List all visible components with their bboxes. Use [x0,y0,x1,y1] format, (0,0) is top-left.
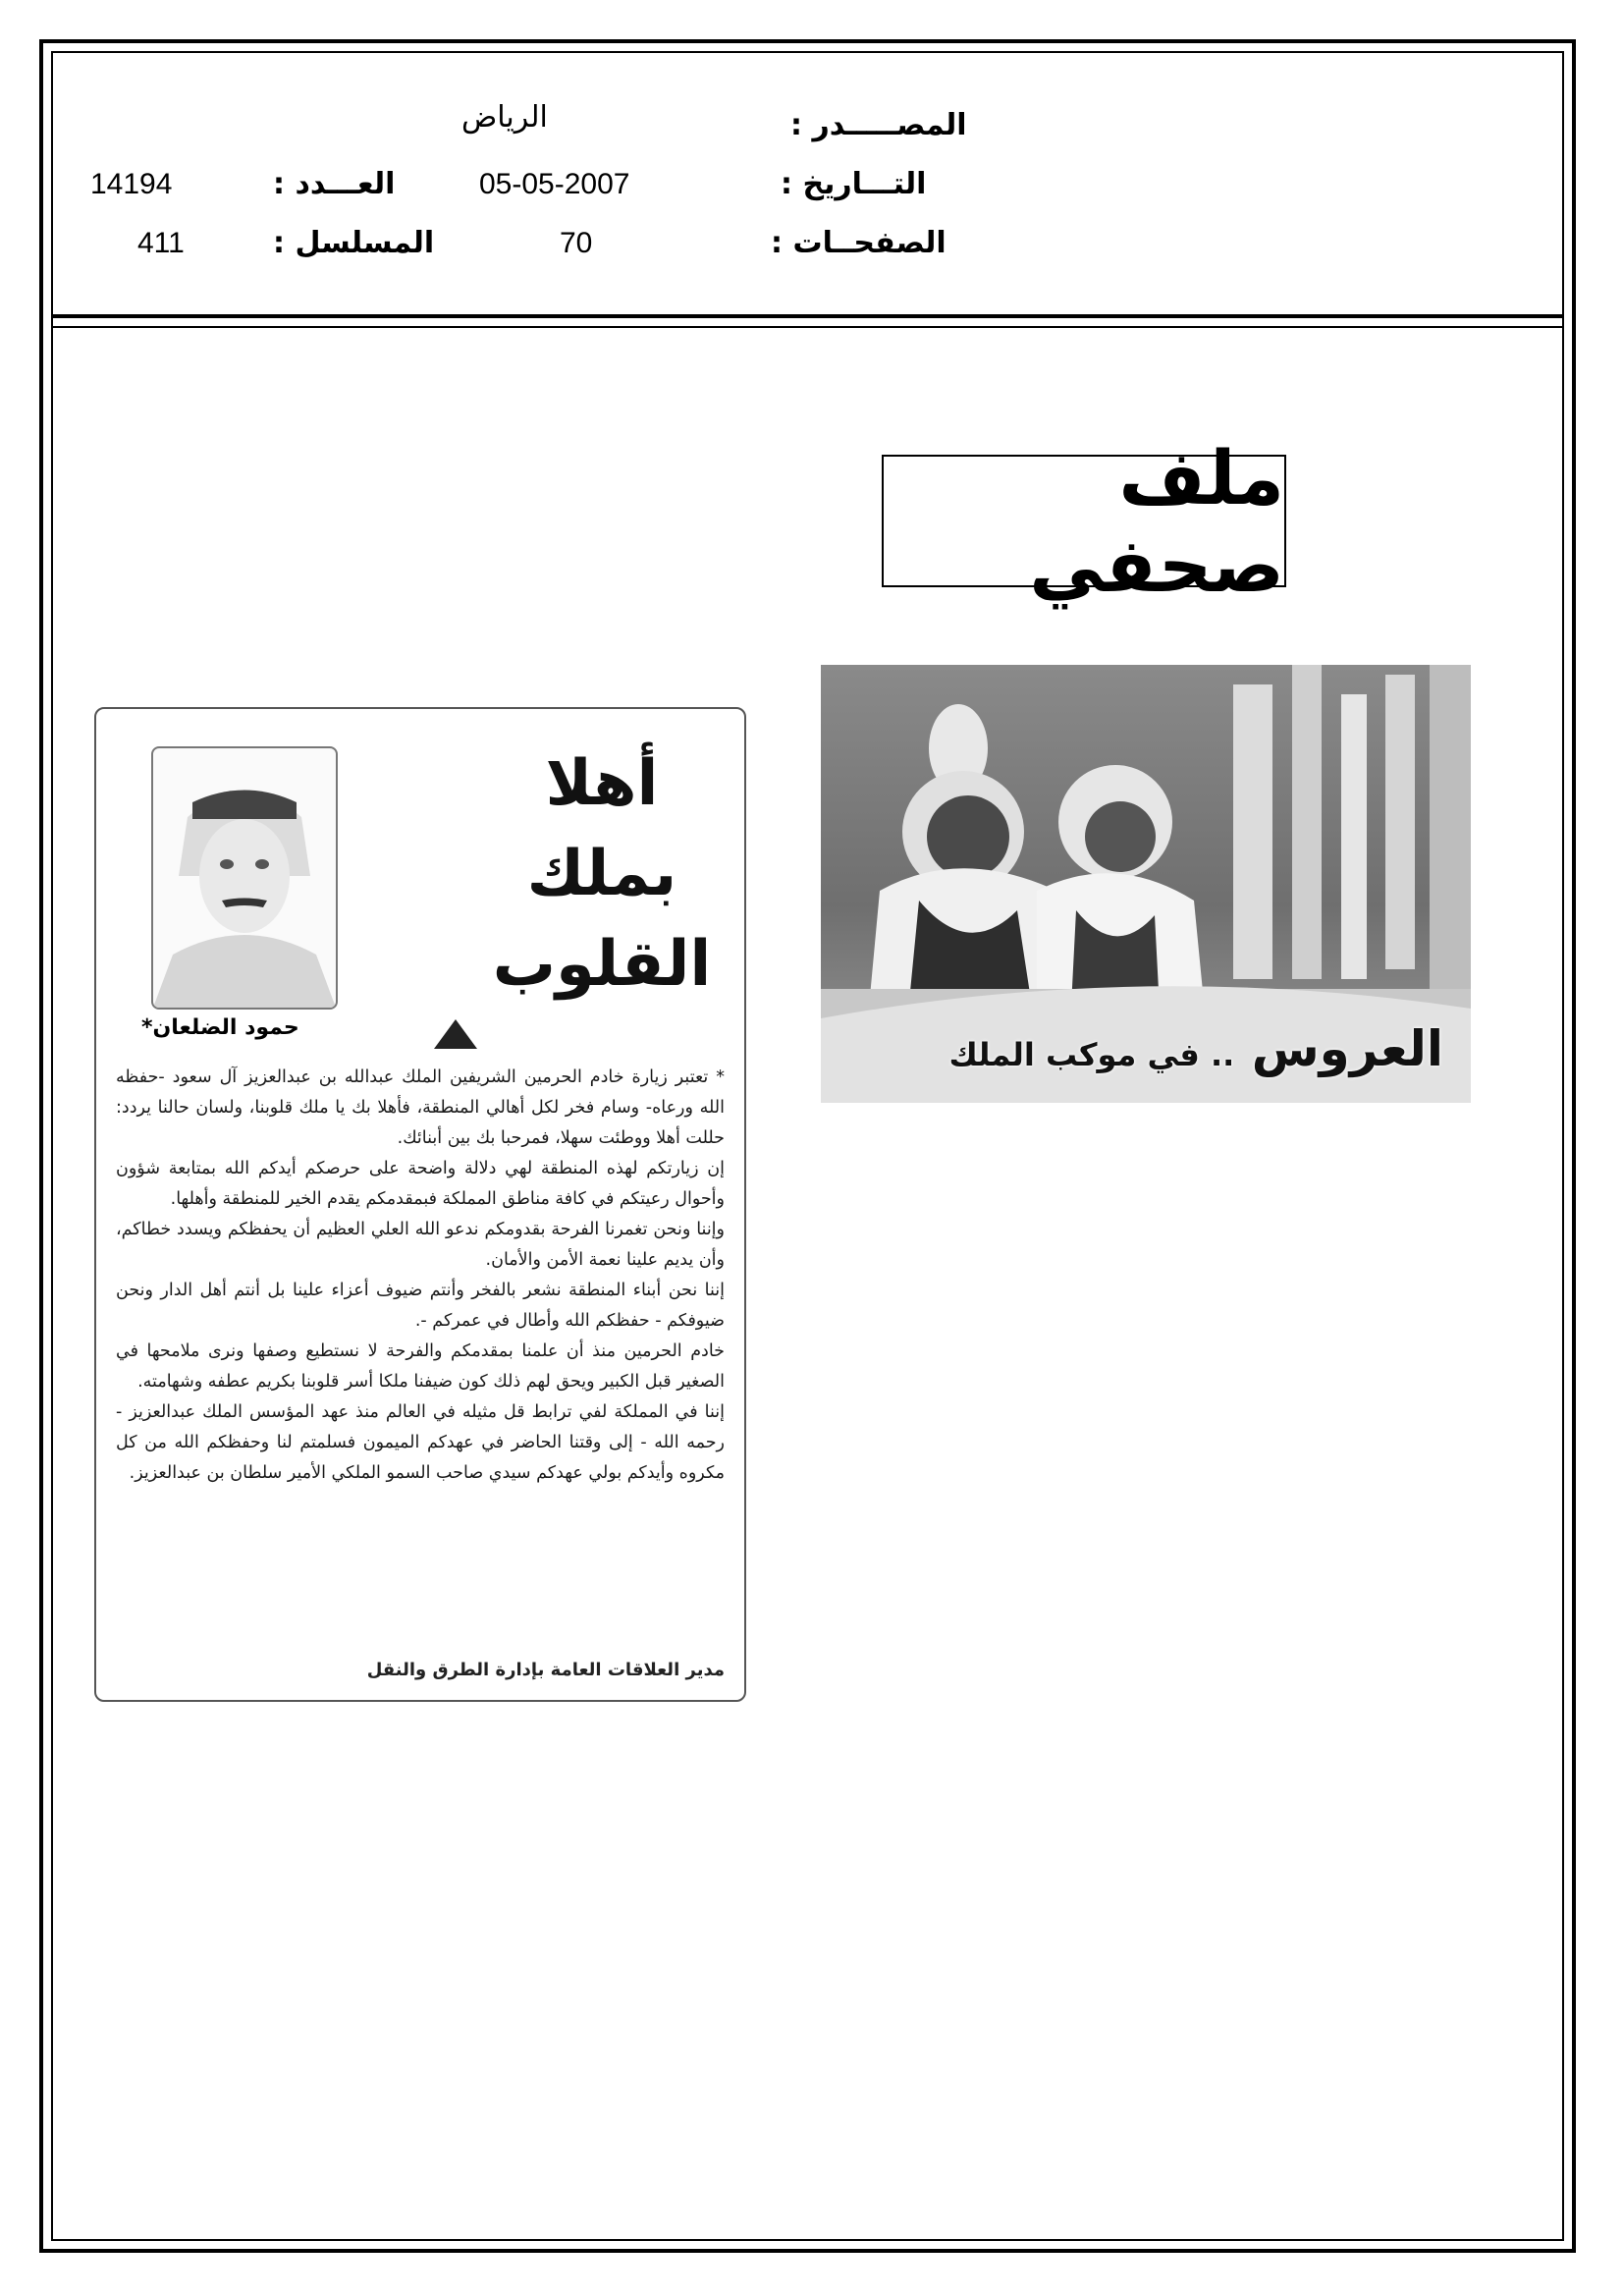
article-paragraph-4: إننا نحن أبناء المنطقة نشعر بالفخر وأنتم ضيوف أعزاء علينا بل أنتم أهل الدار ونحن ضيوفكم - حفظكم الله وأطال في عمركم -. [116,1281,725,1331]
headline-line-2: بملك [526,838,677,910]
article-paragraph-1: * تعتبر زيارة خادم الحرمين الشريفين الملك عبدالله بن عبدالعزيز آل سعود -حفظه الله ورعاه- وسام فخر لكل أهالي المنطقة، فأهلا بك يا ملك قلوبنا، ولسان حالنا يردد: حللت أهلا ووطئت سهلا، فمرحبا بك بين أبنائك. [116,1067,725,1148]
article-headline [489,738,715,1010]
serial-value: 411 [137,227,185,259]
photo-caption-main: العروس [1251,1020,1443,1077]
author-name: حمود الضلعان* [141,1015,299,1040]
headline-line-3: القلوب [492,928,712,1001]
pages-label: الصفحــات : [771,226,947,260]
author-portrait [151,746,338,1010]
pages-value: 70 [560,227,593,259]
article-paragraph-6: إننا في المملكة لفي ترابط قل مثيله في العالم منذ عهد المؤسس الملك عبدالعزيز - رحمه الله - إلى وقتنا الحاضر في عهدكم الميمون فسلمتم لنا وحفظكم الله من كل مكروه وأيدكم بولي عهدكم سيدي صاحب السمو الملكي الأمير سلطان بن عبدالعزيز. [116,1402,725,1483]
article-clipping [94,707,746,1702]
article-signature: مدير العلاقات العامة بإدارة الطرق والنقل [366,1660,725,1680]
article-paragraph-5: خادم الحرمين منذ أن علمنا بمقدمكم والفرحة لا نستطيع وصفها ونرى ملامحها في الصغير قبل الكبير ويحق لهم ذلك كون ضيفنا ملكا أسر قلوبنا بكريم عطفه وشهامته. [116,1341,725,1392]
header-divider-thin [51,326,1564,328]
author-portrait-image [153,748,336,1008]
source-label: المصـــــدر : [790,108,967,142]
article-paragraph-3: وإننا ونحن تغمرنا الفرحة بقدومكم ندعو الله العلي العظيم أن يحفظكم ويسدد خطاكم، وأن يديم علينا نعمة الأمن والأمان. [116,1220,725,1270]
author-byline [141,1015,485,1051]
source-value: الرياض [461,100,548,135]
article-body [116,1063,725,1489]
news-photo [821,665,1471,1103]
issue-label: العـــدد : [273,167,396,201]
press-file-stamp [882,433,1286,609]
header-divider [51,314,1564,318]
date-value: 05-05-2007 [479,168,630,200]
article-paragraph-2: إن زيارتكم لهذه المنطقة لهي دلالة واضحة على حرصكم أيدكم الله بمتابعة شؤون وأحوال رعيتكم في كافة مناطق المملكة فبمقدمكم يقدم الخير للمنطقة وأهلها. [116,1159,725,1209]
photo-caption-rest: .. في موكب الملك [948,1036,1235,1073]
issue-value: 14194 [90,168,173,200]
headline-line-1: أهلا [545,747,659,820]
serial-label: المسلسل : [273,226,435,260]
byline-triangle-icon [434,1019,477,1049]
press-file-stamp-text: ملف صحفي [1029,433,1284,609]
photo-caption [949,1020,1443,1077]
date-label: التـــاريخ : [781,167,927,201]
